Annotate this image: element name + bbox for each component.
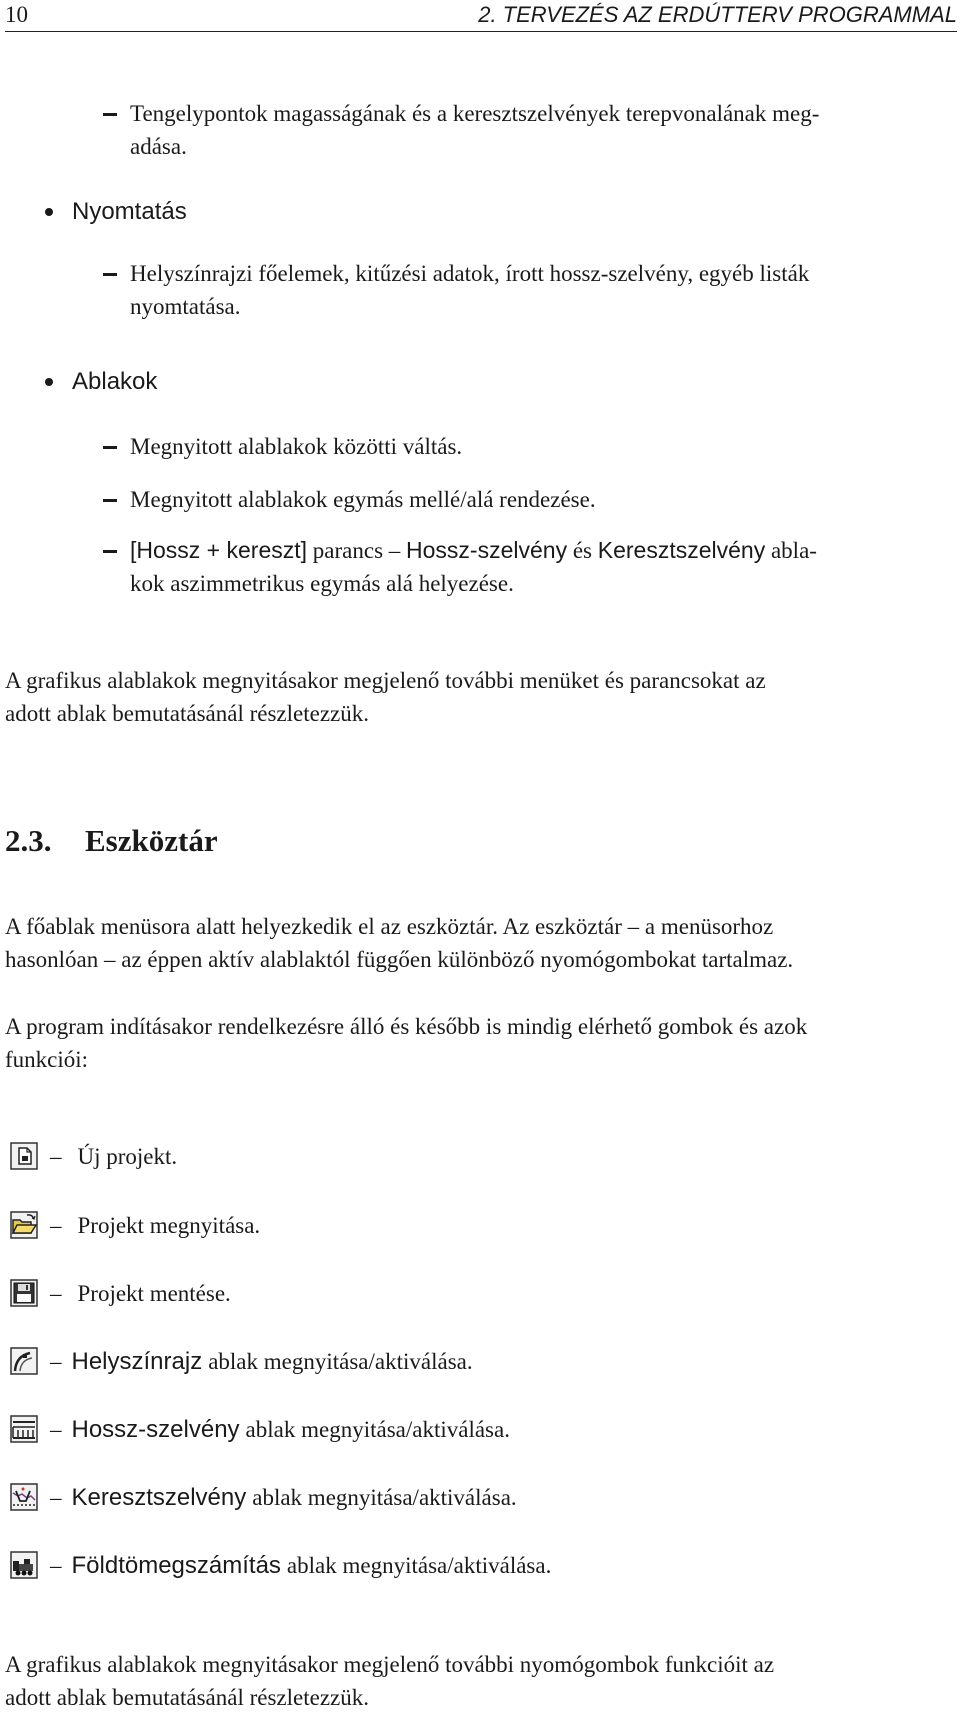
open-folder-icon (10, 1211, 38, 1239)
list-item-ablakok: Ablakok (72, 368, 158, 395)
list-item: Megnyitott alablakok egymás mellé/alá rendezése. (130, 487, 596, 512)
paragraph-line: A grafikus alablakok megnyitásakor megjelenő további menüket és parancsokat az (5, 668, 766, 693)
page-number: 10 (5, 2, 28, 27)
tool-entry-site-plan: – Helyszínrajz ablak megnyitása/aktiválása. (10, 1345, 473, 1377)
paragraph-line: A program indításakor rendelkezésre álló és később is mindig elérhető gombok és azok (5, 1014, 808, 1039)
paragraph-line: A grafikus alablakok megnyitásakor megjelenő további nyomógombok funkcióit az (5, 1652, 775, 1677)
window-name: Keresztszelvény (597, 537, 766, 563)
dash-marker (103, 499, 117, 502)
long-section-icon (10, 1415, 38, 1443)
list-item-continuation: adása. (130, 134, 187, 159)
new-project-icon (10, 1142, 38, 1170)
tool-entry-earthwork: – Földtömegszámítás ablak megnyitása/aktiválása. (10, 1549, 551, 1581)
paragraph-line: adott ablak bemutatásánál részletezzük. (5, 701, 369, 726)
paragraph-line: A főablak menüsora alatt helyezkedik el az eszköztár. Az eszköztár – a menüsorhoz (5, 914, 774, 939)
bullet-marker (45, 208, 53, 216)
list-item-continuation: nyomtatása. (130, 294, 241, 319)
save-disk-icon (10, 1279, 38, 1307)
running-head (5, 0, 957, 32)
earthwork-icon (10, 1551, 38, 1579)
tool-entry-save-project: – Projekt mentése. (10, 1277, 231, 1309)
running-title: 2. TERVEZÉS AZ ERDÚTTERV PROGRAMMAL (478, 2, 957, 27)
list-item: [Hossz + kereszt] parancs – Hossz-szelvény és Keresztszelvény abla- (130, 537, 817, 563)
tool-entry-cross-section: – Keresztszelvény ablak megnyitása/aktiválása. (10, 1481, 517, 1513)
dash-marker (103, 113, 117, 116)
cross-section-icon (10, 1483, 38, 1511)
site-plan-icon (10, 1347, 38, 1375)
bullet-marker (45, 378, 53, 386)
section-title: Eszköztár (85, 823, 218, 858)
section-number: 2.3. (5, 823, 52, 858)
window-name: Hossz-szelvény (406, 537, 568, 563)
dash-marker (103, 550, 117, 553)
list-item-nyomtatas: Nyomtatás (72, 198, 187, 225)
tool-entry-open-project: – Projekt megnyitása. (10, 1209, 260, 1241)
paragraph-line: hasonlóan – az éppen aktív alablaktól függően különböző nyomógombokat tartalmaz. (5, 947, 794, 972)
list-item-continuation: kok aszimmetrikus egymás alá helyezése. (130, 571, 514, 596)
tool-entry-long-section: – Hossz-szelvény ablak megnyitása/aktiválása. (10, 1413, 510, 1445)
paragraph-line: adott ablak bemutatásánál részletezzük. (5, 1685, 369, 1710)
list-item: Helyszínrajzi főelemek, kitűzési adatok, írott hossz-szelvény, egyéb listák (130, 261, 810, 286)
list-item: Megnyitott alablakok közötti váltás. (130, 434, 463, 459)
command-name: [Hossz + kereszt] (130, 537, 308, 563)
paragraph-line: funkciói: (5, 1047, 89, 1072)
dash-marker (103, 446, 117, 449)
tool-entry-new-project: – Új projekt. (10, 1140, 177, 1172)
section-heading (5, 822, 218, 860)
list-item: Tengelypontok magasságának és a keresztszelvények terepvonalának meg- (130, 101, 820, 126)
dash-marker (103, 273, 117, 276)
